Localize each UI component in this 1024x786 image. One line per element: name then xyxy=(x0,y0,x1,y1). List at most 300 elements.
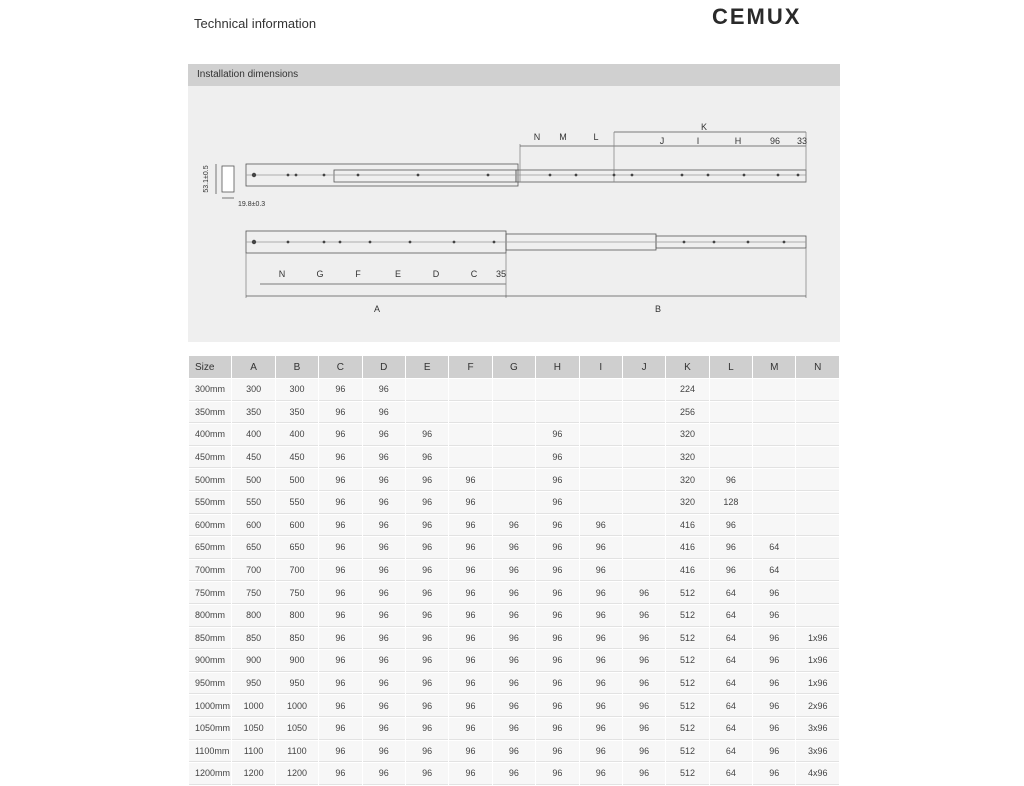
table-cell-f xyxy=(449,402,491,424)
table-cell-a: 1200 xyxy=(232,763,274,785)
table-cell-h xyxy=(536,402,578,424)
table-cell-c: 96 xyxy=(319,560,361,582)
table-cell-e: 96 xyxy=(406,741,448,763)
table-cell-g xyxy=(493,402,535,424)
table-cell-n xyxy=(796,424,839,446)
table-row xyxy=(189,673,839,695)
column-header-c: C xyxy=(319,356,361,378)
table-cell-k: 416 xyxy=(666,515,708,537)
table-cell-g: 96 xyxy=(493,741,535,763)
table-cell-c: 96 xyxy=(319,424,361,446)
table-cell-c: 96 xyxy=(319,582,361,604)
table-cell-a: 500 xyxy=(232,469,274,491)
table-cell-j xyxy=(623,492,665,514)
table-cell-b: 1200 xyxy=(276,763,318,785)
table-cell-h: 96 xyxy=(536,515,578,537)
table-cell-j xyxy=(623,447,665,469)
column-header-l: L xyxy=(710,356,752,378)
table-cell-g: 96 xyxy=(493,763,535,785)
table-cell-h: 96 xyxy=(536,560,578,582)
label-top-k: K xyxy=(700,122,708,132)
table-cell-j: 96 xyxy=(623,763,665,785)
table-cell-i: 96 xyxy=(580,650,622,672)
table-cell-j xyxy=(623,560,665,582)
table-cell-i: 96 xyxy=(580,537,622,559)
table-cell-m: 64 xyxy=(753,537,795,559)
table-cell-g xyxy=(493,469,535,491)
table-cell-j xyxy=(623,379,665,401)
table-cell-c: 96 xyxy=(319,492,361,514)
table-cell-size: 1000mm xyxy=(189,695,231,717)
column-header-a: A xyxy=(232,356,274,378)
table-cell-m xyxy=(753,402,795,424)
table-cell-l: 64 xyxy=(710,741,752,763)
table-cell-n: 1x96 xyxy=(796,650,839,672)
label-bottom-f: F xyxy=(355,269,361,279)
table-cell-a: 1100 xyxy=(232,741,274,763)
table-cell-b: 650 xyxy=(276,537,318,559)
table-cell-e: 96 xyxy=(406,628,448,650)
table-cell-d: 96 xyxy=(363,379,405,401)
table-cell-j xyxy=(623,537,665,559)
table-cell-e: 96 xyxy=(406,447,448,469)
table-cell-e xyxy=(406,402,448,424)
table-row xyxy=(189,650,839,672)
table-cell-h xyxy=(536,379,578,401)
table-cell-size: 850mm xyxy=(189,628,231,650)
table-row xyxy=(189,718,839,740)
table-cell-i xyxy=(580,492,622,514)
table-cell-n xyxy=(796,402,839,424)
table-cell-size: 500mm xyxy=(189,469,231,491)
table-cell-c: 96 xyxy=(319,673,361,695)
table-cell-g xyxy=(493,379,535,401)
table-cell-d: 96 xyxy=(363,673,405,695)
table-header-row xyxy=(189,356,839,378)
table-cell-n xyxy=(796,469,839,491)
table-cell-b: 600 xyxy=(276,515,318,537)
table-cell-h: 96 xyxy=(536,695,578,717)
table-cell-m xyxy=(753,469,795,491)
column-header-e: E xyxy=(406,356,448,378)
table-cell-i xyxy=(580,447,622,469)
label-bottom-n: N xyxy=(278,269,286,279)
table-cell-j xyxy=(623,515,665,537)
table-cell-k: 512 xyxy=(666,628,708,650)
table-cell-l xyxy=(710,424,752,446)
table-row xyxy=(189,763,839,785)
table-cell-f xyxy=(449,379,491,401)
table-cell-f xyxy=(449,447,491,469)
table-cell-k: 416 xyxy=(666,560,708,582)
table-cell-a: 1050 xyxy=(232,718,274,740)
diagram-svg xyxy=(188,86,840,342)
top-slide-inner xyxy=(516,170,806,182)
table-cell-k: 416 xyxy=(666,537,708,559)
table-cell-size: 800mm xyxy=(189,605,231,627)
table-cell-f: 96 xyxy=(449,650,491,672)
table-cell-d: 96 xyxy=(363,763,405,785)
section-header xyxy=(188,64,840,86)
column-header-i: I xyxy=(580,356,622,378)
table-cell-j: 96 xyxy=(623,718,665,740)
table-cell-g: 96 xyxy=(493,605,535,627)
table-cell-c: 96 xyxy=(319,628,361,650)
table-cell-a: 550 xyxy=(232,492,274,514)
table-cell-f: 96 xyxy=(449,695,491,717)
table-cell-m: 96 xyxy=(753,628,795,650)
table-cell-f: 96 xyxy=(449,628,491,650)
table-cell-m: 96 xyxy=(753,650,795,672)
table-row xyxy=(189,492,839,514)
table-cell-e: 96 xyxy=(406,515,448,537)
table-cell-j: 96 xyxy=(623,673,665,695)
table-cell-a: 600 xyxy=(232,515,274,537)
table-cell-d: 96 xyxy=(363,560,405,582)
table-cell-n xyxy=(796,515,839,537)
table-cell-e: 96 xyxy=(406,424,448,446)
table-cell-i xyxy=(580,424,622,446)
table-cell-l: 96 xyxy=(710,515,752,537)
table-cell-k: 256 xyxy=(666,402,708,424)
table-cell-f: 96 xyxy=(449,469,491,491)
table-cell-d: 96 xyxy=(363,695,405,717)
table-cell-f: 96 xyxy=(449,673,491,695)
table-cell-k: 320 xyxy=(666,447,708,469)
table-cell-l xyxy=(710,402,752,424)
table-cell-size: 350mm xyxy=(189,402,231,424)
table-cell-b: 1000 xyxy=(276,695,318,717)
table-cell-g xyxy=(493,424,535,446)
page-title: Technical information xyxy=(194,16,317,31)
table-cell-k: 512 xyxy=(666,763,708,785)
table-cell-l: 64 xyxy=(710,582,752,604)
table-cell-i: 96 xyxy=(580,695,622,717)
table-cell-d: 96 xyxy=(363,741,405,763)
table-cell-g: 96 xyxy=(493,560,535,582)
table-cell-g: 96 xyxy=(493,582,535,604)
table-cell-n: 4x96 xyxy=(796,763,839,785)
table-cell-g: 96 xyxy=(493,673,535,695)
column-header-size: Size xyxy=(189,356,231,378)
table-row xyxy=(189,537,839,559)
table-cell-n: 1x96 xyxy=(796,628,839,650)
table-cell-a: 900 xyxy=(232,650,274,672)
table-body xyxy=(189,379,839,785)
table-cell-n xyxy=(796,492,839,514)
table-cell-m xyxy=(753,447,795,469)
table-cell-d: 96 xyxy=(363,537,405,559)
table-cell-b: 1100 xyxy=(276,741,318,763)
table-cell-k: 320 xyxy=(666,469,708,491)
table-cell-f: 96 xyxy=(449,763,491,785)
table-cell-n xyxy=(796,560,839,582)
table-cell-size: 550mm xyxy=(189,492,231,514)
table-cell-l: 128 xyxy=(710,492,752,514)
table-cell-j: 96 xyxy=(623,741,665,763)
table-cell-a: 950 xyxy=(232,673,274,695)
table-cell-m: 96 xyxy=(753,673,795,695)
mounting-holes xyxy=(252,173,800,244)
table-cell-b: 450 xyxy=(276,447,318,469)
label-extent-b: B xyxy=(654,304,662,314)
table-row xyxy=(189,447,839,469)
table-cell-size: 900mm xyxy=(189,650,231,672)
side-profile xyxy=(222,166,234,192)
table-cell-k: 512 xyxy=(666,741,708,763)
table-cell-i: 96 xyxy=(580,718,622,740)
table-cell-a: 450 xyxy=(232,447,274,469)
table-row xyxy=(189,582,839,604)
table-cell-c: 96 xyxy=(319,515,361,537)
table-cell-m: 96 xyxy=(753,695,795,717)
table-cell-h: 96 xyxy=(536,492,578,514)
installation-diagram xyxy=(188,86,840,342)
table-cell-f: 96 xyxy=(449,741,491,763)
table-cell-m: 64 xyxy=(753,560,795,582)
table-cell-m xyxy=(753,379,795,401)
table-cell-f: 96 xyxy=(449,537,491,559)
table-cell-f: 96 xyxy=(449,718,491,740)
table-cell-e: 96 xyxy=(406,650,448,672)
table-cell-m xyxy=(753,424,795,446)
table-cell-j: 96 xyxy=(623,650,665,672)
label-bottom-c: C xyxy=(470,269,478,279)
table-row xyxy=(189,515,839,537)
table-cell-b: 1050 xyxy=(276,718,318,740)
table-cell-e: 96 xyxy=(406,582,448,604)
table-cell-k: 320 xyxy=(666,424,708,446)
table-cell-a: 700 xyxy=(232,560,274,582)
table-cell-g: 96 xyxy=(493,515,535,537)
table-row xyxy=(189,560,839,582)
table-cell-a: 300 xyxy=(232,379,274,401)
column-header-j: J xyxy=(623,356,665,378)
label-side-height: 53.1±0.5 xyxy=(203,165,210,193)
section-title: Installation dimensions xyxy=(197,69,299,80)
table-cell-k: 512 xyxy=(666,695,708,717)
label-top-h: H xyxy=(734,136,742,146)
table-cell-k: 224 xyxy=(666,379,708,401)
table-cell-b: 900 xyxy=(276,650,318,672)
table-cell-h: 96 xyxy=(536,447,578,469)
table-cell-e: 96 xyxy=(406,605,448,627)
table-cell-h: 96 xyxy=(536,537,578,559)
table-cell-d: 96 xyxy=(363,447,405,469)
label-bottom-e: E xyxy=(394,269,402,279)
table-row xyxy=(189,605,839,627)
label-top-m: M xyxy=(559,132,567,142)
table-cell-h: 96 xyxy=(536,741,578,763)
table-cell-b: 850 xyxy=(276,628,318,650)
table-cell-l: 64 xyxy=(710,673,752,695)
table-cell-b: 500 xyxy=(276,469,318,491)
table-cell-n: 1x96 xyxy=(796,673,839,695)
table-cell-g xyxy=(493,447,535,469)
table-cell-n: 3x96 xyxy=(796,718,839,740)
table-cell-h: 96 xyxy=(536,673,578,695)
table-cell-g: 96 xyxy=(493,650,535,672)
label-top-l: L xyxy=(593,132,599,142)
table-cell-e: 96 xyxy=(406,469,448,491)
table-cell-i xyxy=(580,402,622,424)
table-cell-c: 96 xyxy=(319,469,361,491)
table-cell-e: 96 xyxy=(406,673,448,695)
table-cell-i: 96 xyxy=(580,515,622,537)
table-cell-m xyxy=(753,515,795,537)
table-cell-l: 64 xyxy=(710,628,752,650)
table-cell-size: 400mm xyxy=(189,424,231,446)
table-cell-i xyxy=(580,469,622,491)
label-bottom-d: D xyxy=(432,269,440,279)
table-cell-m: 96 xyxy=(753,718,795,740)
table-cell-n: 2x96 xyxy=(796,695,839,717)
table-cell-n xyxy=(796,605,839,627)
table-cell-m xyxy=(753,492,795,514)
table-cell-h: 96 xyxy=(536,605,578,627)
table-cell-a: 400 xyxy=(232,424,274,446)
table-cell-h: 96 xyxy=(536,718,578,740)
column-header-m: M xyxy=(753,356,795,378)
table-row xyxy=(189,469,839,491)
column-header-g: G xyxy=(493,356,535,378)
table-cell-m: 96 xyxy=(753,741,795,763)
table-cell-c: 96 xyxy=(319,379,361,401)
column-header-b: B xyxy=(276,356,318,378)
column-header-f: F xyxy=(449,356,491,378)
table-cell-b: 800 xyxy=(276,605,318,627)
table-cell-k: 512 xyxy=(666,673,708,695)
table-cell-h: 96 xyxy=(536,628,578,650)
table-cell-l: 96 xyxy=(710,469,752,491)
label-top-j: J xyxy=(659,136,665,146)
table-cell-a: 350 xyxy=(232,402,274,424)
table-cell-c: 96 xyxy=(319,447,361,469)
table-cell-g: 96 xyxy=(493,695,535,717)
table-cell-i xyxy=(580,379,622,401)
table-cell-h: 96 xyxy=(536,582,578,604)
table-cell-k: 512 xyxy=(666,582,708,604)
brand-logo: CEMUX xyxy=(712,4,802,29)
table-cell-i: 96 xyxy=(580,582,622,604)
table-cell-d: 96 xyxy=(363,718,405,740)
table-cell-l: 64 xyxy=(710,650,752,672)
table-cell-size: 1050mm xyxy=(189,718,231,740)
table-cell-d: 96 xyxy=(363,492,405,514)
table-cell-j xyxy=(623,402,665,424)
table-cell-i: 96 xyxy=(580,741,622,763)
column-header-n: N xyxy=(796,356,839,378)
table-cell-k: 512 xyxy=(666,605,708,627)
table-cell-g: 96 xyxy=(493,628,535,650)
table-cell-m: 96 xyxy=(753,763,795,785)
table-row xyxy=(189,402,839,424)
table-cell-c: 96 xyxy=(319,650,361,672)
table-cell-l: 64 xyxy=(710,763,752,785)
table-cell-a: 1000 xyxy=(232,695,274,717)
table-cell-g: 96 xyxy=(493,718,535,740)
table-row xyxy=(189,424,839,446)
table-cell-a: 650 xyxy=(232,537,274,559)
table-cell-c: 96 xyxy=(319,537,361,559)
table-cell-n xyxy=(796,447,839,469)
column-header-d: D xyxy=(363,356,405,378)
table-cell-size: 750mm xyxy=(189,582,231,604)
label-top-n: N xyxy=(533,132,541,142)
table-cell-m: 96 xyxy=(753,605,795,627)
table-cell-b: 400 xyxy=(276,424,318,446)
table-cell-f: 96 xyxy=(449,605,491,627)
table-cell-b: 750 xyxy=(276,582,318,604)
table-cell-d: 96 xyxy=(363,650,405,672)
table-row xyxy=(189,741,839,763)
table-cell-f: 96 xyxy=(449,515,491,537)
label-top-33: 33 xyxy=(796,136,808,146)
table-cell-j: 96 xyxy=(623,605,665,627)
label-side-width: 19.8±0.3 xyxy=(238,201,266,208)
label-bottom-g: G xyxy=(316,269,324,279)
table-cell-e: 96 xyxy=(406,763,448,785)
table-cell-e xyxy=(406,379,448,401)
table-cell-e: 96 xyxy=(406,537,448,559)
table-row xyxy=(189,695,839,717)
table-cell-f: 96 xyxy=(449,560,491,582)
table-cell-j: 96 xyxy=(623,695,665,717)
table-cell-c: 96 xyxy=(319,605,361,627)
table-cell-d: 96 xyxy=(363,469,405,491)
table-cell-size: 1200mm xyxy=(189,763,231,785)
table-cell-d: 96 xyxy=(363,424,405,446)
table-cell-f xyxy=(449,424,491,446)
table-cell-a: 750 xyxy=(232,582,274,604)
table-cell-f: 96 xyxy=(449,492,491,514)
table-cell-b: 350 xyxy=(276,402,318,424)
table-cell-j xyxy=(623,424,665,446)
table-cell-e: 96 xyxy=(406,560,448,582)
table-cell-g xyxy=(493,492,535,514)
table-cell-l xyxy=(710,379,752,401)
column-header-k: K xyxy=(666,356,708,378)
table-cell-c: 96 xyxy=(319,402,361,424)
table-cell-b: 550 xyxy=(276,492,318,514)
table-cell-f: 96 xyxy=(449,582,491,604)
table-cell-j: 96 xyxy=(623,628,665,650)
table-cell-l: 64 xyxy=(710,718,752,740)
table-cell-c: 96 xyxy=(319,741,361,763)
label-extent-a: A xyxy=(373,304,381,314)
table-cell-n xyxy=(796,582,839,604)
table-cell-l: 64 xyxy=(710,695,752,717)
table-cell-l: 96 xyxy=(710,560,752,582)
table-cell-b: 700 xyxy=(276,560,318,582)
table-cell-c: 96 xyxy=(319,763,361,785)
table-cell-size: 650mm xyxy=(189,537,231,559)
table-cell-m: 96 xyxy=(753,582,795,604)
label-top-i: I xyxy=(696,136,700,146)
table-cell-k: 320 xyxy=(666,492,708,514)
table-cell-n: 3x96 xyxy=(796,741,839,763)
dimensions-table xyxy=(188,355,840,786)
table-cell-i: 96 xyxy=(580,628,622,650)
table-cell-g: 96 xyxy=(493,537,535,559)
table-cell-size: 600mm xyxy=(189,515,231,537)
table-cell-d: 96 xyxy=(363,582,405,604)
table-row xyxy=(189,628,839,650)
table-cell-l: 96 xyxy=(710,537,752,559)
table-cell-c: 96 xyxy=(319,718,361,740)
table-cell-e: 96 xyxy=(406,718,448,740)
table-cell-size: 450mm xyxy=(189,447,231,469)
